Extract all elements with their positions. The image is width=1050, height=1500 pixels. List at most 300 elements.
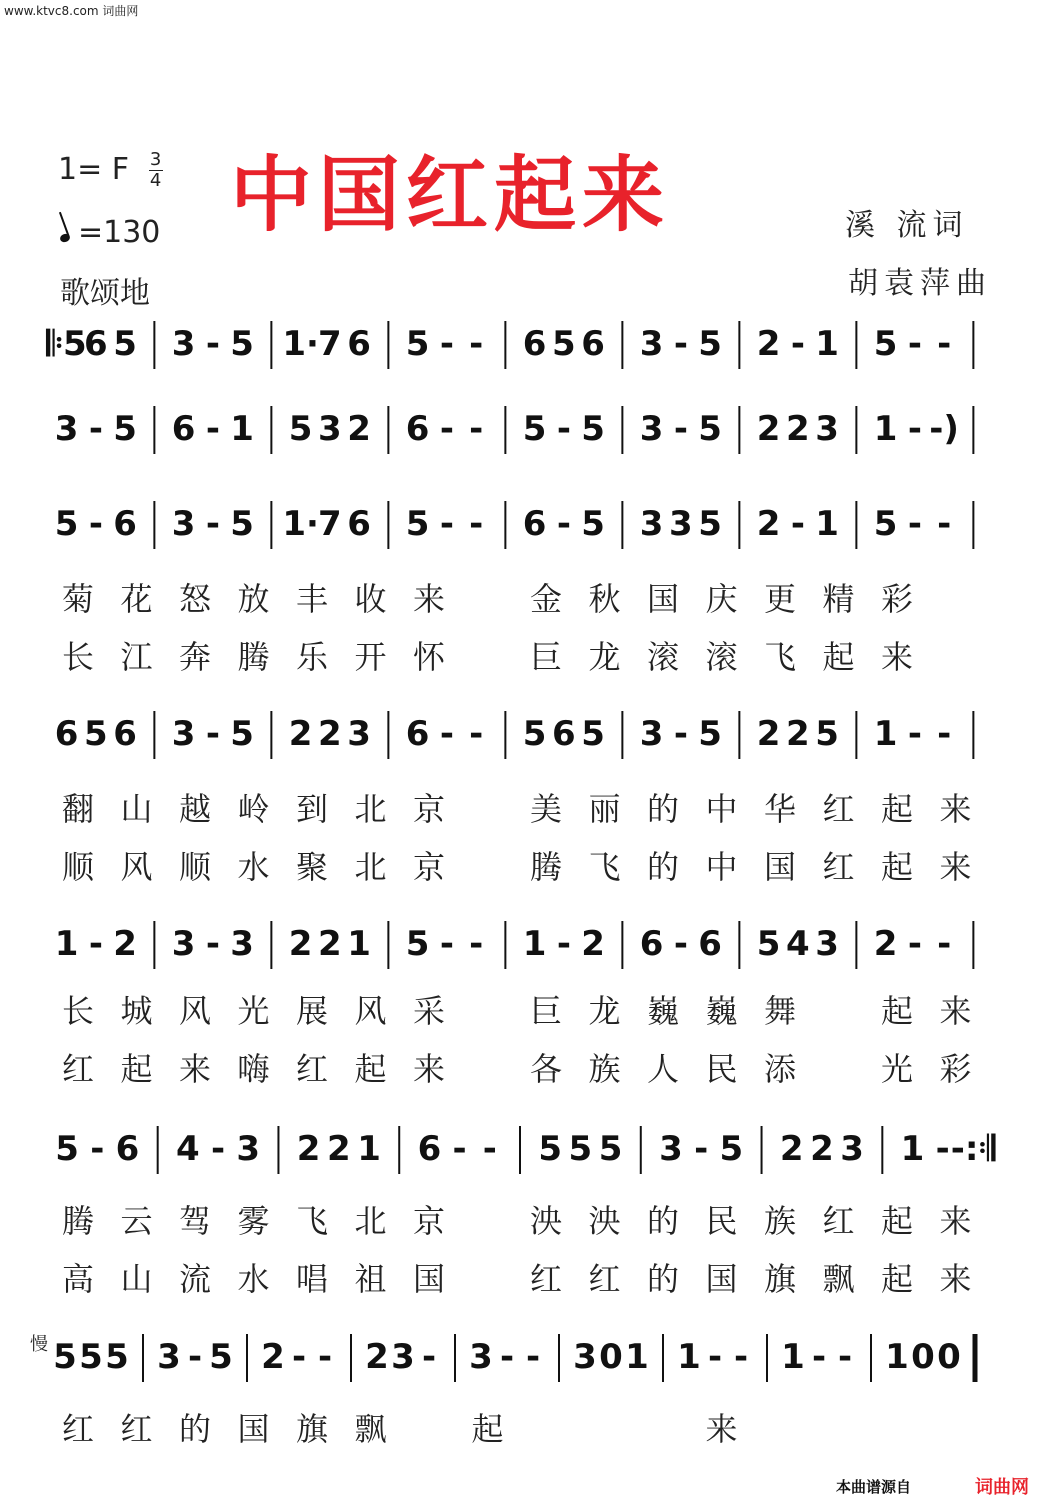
score-note: 6	[698, 924, 722, 964]
lyric-char: 放	[237, 580, 270, 618]
score-note: 3	[573, 1337, 597, 1377]
score-note: -	[907, 504, 922, 544]
score-note: 1	[522, 924, 547, 964]
score-note: 2	[756, 504, 781, 544]
score-note: 5	[405, 324, 430, 364]
score-note: -	[90, 1129, 105, 1169]
lyric-char: 花	[120, 580, 153, 618]
score-note: 1	[885, 1337, 909, 1377]
lyric-char: 风	[354, 992, 387, 1030]
score-note: 2	[318, 714, 342, 754]
score-note: 4	[176, 1129, 200, 1169]
score-note: -	[205, 924, 220, 964]
score-note: 5	[113, 324, 137, 364]
lyric-char: 长	[62, 992, 95, 1030]
lyric-char: 飞	[588, 848, 621, 886]
lyric-char: 民	[705, 1050, 738, 1088]
score-note: 2	[113, 924, 137, 964]
score-note: 3	[171, 714, 196, 754]
score-note: 5	[55, 1129, 79, 1169]
lyric-char: 山	[120, 1260, 153, 1298]
lyric-char: 采	[413, 992, 446, 1030]
lyric-char: 中	[705, 790, 738, 828]
score-note: 6	[54, 714, 79, 754]
score-note: 5	[113, 409, 137, 449]
lyric-char: 聚	[296, 848, 329, 886]
lyric-char: 越	[179, 790, 212, 828]
lyric-char: 飘	[822, 1260, 855, 1298]
score-note: -	[499, 1337, 515, 1377]
score-note: 1	[815, 324, 839, 364]
score-note: -	[837, 1337, 853, 1377]
score-note: -	[673, 924, 688, 964]
score-note: 6	[113, 714, 137, 754]
score-note: 2	[261, 1337, 285, 1377]
score-note: 2	[347, 409, 371, 449]
lyric-char: 更	[764, 580, 797, 618]
score-note: 5	[698, 324, 722, 364]
score-note: 3	[639, 409, 664, 449]
score-note: 3	[659, 1129, 683, 1169]
score-note: -	[733, 1337, 749, 1377]
tempo-value: =130	[78, 215, 161, 250]
score-note: 5	[873, 504, 898, 544]
lyric-char: 怀	[413, 638, 446, 676]
lyric-char: 添	[764, 1050, 797, 1088]
lyric-char: 京	[413, 790, 446, 828]
lyric-char: 怒	[179, 580, 212, 618]
lyric-char: 来	[179, 1050, 212, 1088]
score-note: 6	[171, 409, 196, 449]
lyric-char: 各	[530, 1050, 563, 1088]
score-note: 1	[677, 1337, 701, 1377]
lyric-char: 光	[237, 992, 270, 1030]
score-note: 2	[296, 1129, 321, 1169]
lyric-char: 腾	[530, 848, 563, 886]
score-note: 5	[230, 324, 254, 364]
score-note: -	[291, 1337, 307, 1377]
lyric-char: 红	[588, 1260, 621, 1298]
score-note: 1·	[282, 324, 319, 364]
lyric-char: 国	[647, 580, 680, 618]
lyric-char: 腾	[62, 1202, 95, 1240]
lyric-char: 起	[822, 638, 855, 676]
lyric-char: 的	[647, 790, 680, 828]
score-note: -	[935, 1129, 950, 1169]
score-note: -	[937, 924, 952, 964]
score-note: -	[211, 1129, 226, 1169]
lyric-char: 京	[413, 848, 446, 886]
score-note: 3	[230, 924, 254, 964]
lyric-char: 驾	[179, 1202, 212, 1240]
score-note: -	[421, 1337, 437, 1377]
lyric-char: 的	[647, 848, 680, 886]
score-note: 5	[568, 1129, 593, 1169]
lyric-char: 飞	[764, 638, 797, 676]
lyric-char: 乐	[296, 638, 329, 676]
lyric-char: 来	[881, 638, 914, 676]
score-note: -	[790, 504, 805, 544]
lyric-char: 红	[62, 1050, 95, 1088]
score-note: 5	[552, 324, 576, 364]
score-note: -	[556, 409, 571, 449]
score-note: -	[673, 324, 688, 364]
score-note: 7	[318, 504, 342, 544]
score-note: -	[525, 1337, 541, 1377]
lyric-char: 泱	[588, 1202, 621, 1240]
score-note: 2	[810, 1129, 834, 1169]
lyric-char: 红	[822, 790, 855, 828]
score-note: 5	[581, 409, 605, 449]
lyric-char: 唱	[296, 1260, 329, 1298]
score-note: 6	[522, 504, 547, 544]
lyric-char: 风	[120, 848, 153, 886]
score-note: -	[205, 504, 220, 544]
lyric-char: 云	[120, 1202, 153, 1240]
score-note: 1	[230, 409, 254, 449]
score-note: 6	[405, 409, 430, 449]
score-note: 6	[405, 714, 430, 754]
score-note: -	[439, 504, 454, 544]
song-title: 中国红起来	[230, 148, 671, 243]
score-note: 3	[391, 1337, 415, 1377]
score-note: 3	[669, 504, 693, 544]
lyric-char: 彩	[939, 1050, 972, 1088]
lyric-char: 红	[62, 1410, 95, 1448]
style-marking: 歌颂地	[60, 276, 150, 311]
lyric-char: 国	[764, 848, 797, 886]
lyric-char: 民	[705, 1202, 738, 1240]
score-note: 5	[79, 1337, 103, 1377]
lyric-char: 华	[764, 790, 797, 828]
score-note: 1	[347, 924, 371, 964]
score-note: -	[469, 924, 484, 964]
time-top: 3	[149, 149, 162, 170]
score-note: 6	[84, 324, 108, 364]
score-note: 2	[318, 924, 342, 964]
score-note: 3	[171, 924, 196, 964]
score-note: 1	[781, 1337, 805, 1377]
score-note: -	[439, 409, 454, 449]
score-note: -	[439, 324, 454, 364]
score-note: -	[673, 714, 688, 754]
score-note: 6	[552, 714, 576, 754]
score-note: 5	[698, 504, 722, 544]
score-note: -	[88, 924, 103, 964]
lyric-char: 红	[530, 1260, 563, 1298]
score-note: 5	[538, 1129, 563, 1169]
lyric-char: 祖	[354, 1260, 387, 1298]
score-note: 6	[639, 924, 664, 964]
score-note: 3	[815, 924, 839, 964]
score-note: 5	[815, 714, 839, 754]
lyric-char: 北	[354, 1202, 387, 1240]
score-note: 5	[719, 1129, 744, 1169]
lyric-char: 金	[530, 580, 563, 618]
lyric-char: 巍	[705, 992, 738, 1030]
lyric-char: 丰	[296, 580, 329, 618]
lyric-char: 岭	[237, 790, 270, 828]
score-note: 2	[786, 409, 810, 449]
score-note: 6	[347, 324, 371, 364]
score-note: 5	[581, 714, 605, 754]
score-note: 0	[599, 1337, 623, 1377]
lyric-char: 收	[354, 580, 387, 618]
score-note: 5	[873, 324, 898, 364]
score-note: -	[811, 1337, 827, 1377]
score-note: 6	[417, 1129, 442, 1169]
score-note: -	[937, 504, 952, 544]
lyric-char: 来	[413, 1050, 446, 1088]
score-note: -	[88, 504, 103, 544]
lyric-char: 红	[120, 1410, 153, 1448]
lyric-char: 京	[413, 1202, 446, 1240]
score-note: 5	[209, 1337, 233, 1377]
score-note: 5	[522, 409, 547, 449]
score-note: 3	[171, 504, 196, 544]
lyric-char: 北	[354, 848, 387, 886]
composer-credit: 胡袁萍曲	[848, 266, 992, 301]
score-note: 5	[698, 409, 722, 449]
score-note: 6	[522, 324, 547, 364]
score-note: 2	[756, 714, 781, 754]
lyric-char: 来	[939, 790, 972, 828]
slow-marking: 慢	[30, 1334, 48, 1355]
lyric-char: 展	[296, 992, 329, 1030]
score-note: 5	[756, 924, 781, 964]
lyric-char: 舞	[764, 992, 797, 1030]
lyric-char: 美	[530, 790, 563, 828]
score-note: -	[187, 1337, 203, 1377]
score-note: 5	[405, 504, 430, 544]
lyric-char: 族	[764, 1202, 797, 1240]
lyric-char: 中	[705, 848, 738, 886]
score-note: 5	[598, 1129, 623, 1169]
lyric-char: 到	[296, 790, 329, 828]
score-note: 2	[786, 714, 810, 754]
score-note: 2	[581, 924, 605, 964]
lyric-char: 泱	[530, 1202, 563, 1240]
lyric-char: 的	[647, 1260, 680, 1298]
lyric-char: 起	[471, 1410, 504, 1448]
lyric-char: 巍	[647, 992, 680, 1030]
score-note: 5	[84, 714, 108, 754]
score-note: -:𝄇	[950, 1129, 996, 1169]
score-note: -	[907, 409, 922, 449]
lyric-char: 起	[881, 848, 914, 886]
lyric-char: 飞	[296, 1202, 329, 1240]
score-note: -	[88, 409, 103, 449]
score-note: 7	[318, 324, 342, 364]
lyric-char: 国	[413, 1260, 446, 1298]
lyric-char: 来	[413, 580, 446, 618]
score-note: -	[317, 1337, 333, 1377]
score-note: -	[907, 324, 922, 364]
score-note: 2	[365, 1337, 389, 1377]
lyric-char: 来	[939, 848, 972, 886]
score-note: -	[469, 324, 484, 364]
site-url: www.ktvc8.com 词曲网	[4, 4, 139, 18]
lyric-char: 来	[939, 1260, 972, 1298]
lyric-char: 风	[179, 992, 212, 1030]
score-note: 5	[230, 714, 254, 754]
score-note: -	[556, 504, 571, 544]
score-note: -	[937, 714, 952, 754]
score-note: 3	[639, 504, 664, 544]
lyric-char: 翻	[62, 790, 95, 828]
lyric-char: 水	[237, 1260, 270, 1298]
lyric-char: 雾	[237, 1202, 270, 1240]
lyric-char: 国	[237, 1410, 270, 1448]
score-note: 3	[639, 324, 664, 364]
score-note: -	[694, 1129, 709, 1169]
lyric-char: 奔	[179, 638, 212, 676]
score-note: 6	[581, 324, 605, 364]
score-note: 2	[756, 409, 781, 449]
lyric-char: 起	[881, 1202, 914, 1240]
lyric-char: 顺	[179, 848, 212, 886]
score-note: 5	[288, 409, 313, 449]
lyric-char: 旗	[764, 1260, 797, 1298]
score-note: 3	[157, 1337, 181, 1377]
lyric-char: 丽	[588, 790, 621, 828]
lyric-char: 开	[354, 638, 387, 676]
lyric-char: 巨	[530, 992, 563, 1030]
lyric-char: 嗨	[237, 1050, 270, 1088]
score-note: 5	[522, 714, 547, 754]
score-note: 1	[625, 1337, 649, 1377]
score-note: 3	[318, 409, 342, 449]
lyric-char: 的	[647, 1202, 680, 1240]
score-note: 2	[288, 714, 313, 754]
lyric-char: 高	[62, 1260, 95, 1298]
score-note: -	[205, 714, 220, 754]
lyric-char: 城	[120, 992, 153, 1030]
score-note: 1	[54, 924, 79, 964]
score-note: 2	[873, 924, 898, 964]
score-note: -	[556, 924, 571, 964]
lyric-char: 滚	[705, 638, 738, 676]
lyric-char: 巨	[530, 638, 563, 676]
score-note: 2	[288, 924, 313, 964]
score-note: -	[469, 714, 484, 754]
score-note: 1·	[282, 504, 319, 544]
score-note: -	[469, 504, 484, 544]
lyricist-credit: 溪 流词	[845, 208, 969, 243]
score-note: -	[673, 409, 688, 449]
lyric-char: 飘	[354, 1410, 387, 1448]
lyric-char: 龙	[588, 992, 621, 1030]
lyric-char: 旗	[296, 1410, 329, 1448]
score-note: 3	[171, 324, 196, 364]
lyric-char: 起	[881, 1260, 914, 1298]
lyric-char: 国	[705, 1260, 738, 1298]
score-note: 0	[937, 1337, 961, 1377]
lyric-char: 人	[647, 1050, 680, 1088]
lyric-char: 来	[939, 1202, 972, 1240]
lyric-char: 起	[881, 992, 914, 1030]
score-note: 6	[113, 504, 137, 544]
score-note: 3	[840, 1129, 864, 1169]
score-note: 3	[469, 1337, 493, 1377]
score-note: 3	[639, 714, 664, 754]
lyric-char: 起	[354, 1050, 387, 1088]
time-bottom: 4	[149, 170, 162, 191]
score-note: 1	[900, 1129, 925, 1169]
score-note: 5	[581, 504, 605, 544]
lyric-char: 菊	[62, 580, 95, 618]
lyric-char: 秋	[588, 580, 621, 618]
score-note: -	[907, 714, 922, 754]
lyric-char: 红	[822, 1202, 855, 1240]
lyric-char: 光	[881, 1050, 914, 1088]
score-note: -	[482, 1129, 497, 1169]
score-note: 2	[756, 324, 781, 364]
lyric-char: 水	[237, 848, 270, 886]
score-note: 1	[357, 1129, 381, 1169]
score-note: -	[439, 714, 454, 754]
lyric-char: 起	[120, 1050, 153, 1088]
key-label: 1= F	[58, 152, 130, 187]
score-note: 3	[347, 714, 371, 754]
score-note: 1	[873, 714, 898, 754]
score-note: -	[790, 324, 805, 364]
lyric-char: 顺	[62, 848, 95, 886]
score-note: -	[937, 324, 952, 364]
lyric-char: 长	[62, 638, 95, 676]
score-note: 5	[230, 504, 254, 544]
lyric-char: 彩	[881, 580, 914, 618]
lyric-char: 腾	[237, 638, 270, 676]
score-note: 2	[327, 1129, 351, 1169]
score-note: 0	[911, 1337, 935, 1377]
score-note: 4	[786, 924, 810, 964]
lyric-char: 山	[120, 790, 153, 828]
lyric-char: 族	[588, 1050, 621, 1088]
score-note: -	[205, 324, 220, 364]
score-note: 5	[698, 714, 722, 754]
score-note: 6	[347, 504, 371, 544]
score-note: 3	[236, 1129, 261, 1169]
score-note: -)	[929, 409, 959, 449]
score-note: -	[205, 409, 220, 449]
score-note: -	[469, 409, 484, 449]
score-note: 5	[53, 1337, 77, 1377]
score-note: -	[707, 1337, 723, 1377]
lyric-char: 来	[705, 1410, 738, 1448]
footer-source-label: 本曲谱源自	[836, 1478, 912, 1496]
lyric-char: 江	[120, 638, 153, 676]
lyric-char: 来	[939, 992, 972, 1030]
score-note: -	[439, 924, 454, 964]
lyric-char: 龙	[588, 638, 621, 676]
score-note: 1	[873, 409, 898, 449]
score-note: -	[907, 924, 922, 964]
score-note: 𝄆5	[46, 324, 87, 364]
lyric-char: 起	[881, 790, 914, 828]
score-note: -	[452, 1129, 467, 1169]
score-note: 2	[779, 1129, 804, 1169]
lyric-char: 红	[296, 1050, 329, 1088]
score-note: 5	[405, 924, 430, 964]
lyric-char: 流	[179, 1260, 212, 1298]
lyric-char: 北	[354, 790, 387, 828]
lyric-char: 红	[822, 848, 855, 886]
lyric-char: 精	[822, 580, 855, 618]
footer-site-logo: 词曲网	[975, 1477, 1029, 1498]
score-note: 3	[815, 409, 839, 449]
lyric-char: 的	[179, 1410, 212, 1448]
